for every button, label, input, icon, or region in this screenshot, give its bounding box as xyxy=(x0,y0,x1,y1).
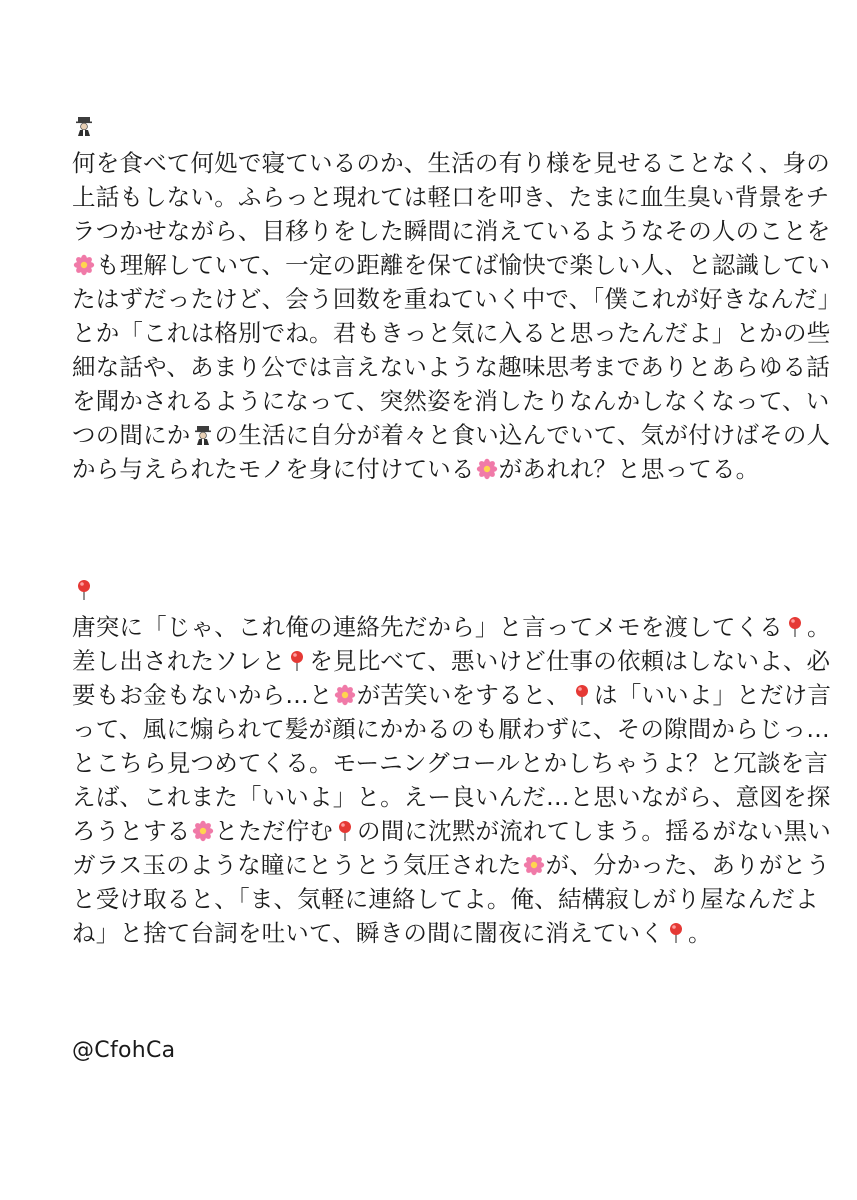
text-segment: ろうとする xyxy=(72,817,191,845)
pushpin-icon xyxy=(665,919,687,941)
text-segment: えば、これまた「いいよ」と。えー良いんだ…と思いながら、意図を探 xyxy=(72,783,831,811)
text-segment: 上話もしない。ふらっと現れては軽口を叩き、たまに血生臭い背景をチ xyxy=(72,183,830,211)
text-segment: から与えられたモノを身に付けている xyxy=(72,455,475,483)
guest-icon xyxy=(73,115,95,137)
text-line xyxy=(72,814,831,848)
text-line xyxy=(72,644,831,678)
flower-icon xyxy=(523,851,545,873)
text-segment: って、風に煽られて髪が顔にかかるのも厭わずに、その隙間からじっ… xyxy=(72,715,830,743)
pushpin-icon xyxy=(784,613,806,635)
spacer xyxy=(72,950,784,1034)
text-segment: を聞かされるようになって、突然姿を消したりなんかしなくなって、い xyxy=(72,387,830,415)
text-segment: つの間にか xyxy=(72,421,191,449)
text-line xyxy=(72,678,832,712)
spacer xyxy=(72,486,784,576)
section-guest xyxy=(72,112,842,486)
text-line xyxy=(72,780,831,814)
guest-icon xyxy=(192,421,214,443)
text-line xyxy=(72,180,830,214)
document-page xyxy=(72,112,842,1068)
section-pushpin xyxy=(72,576,832,950)
text-line xyxy=(72,882,819,916)
text-line xyxy=(72,316,831,350)
text-line xyxy=(72,350,830,384)
pushpin-icon xyxy=(286,647,308,669)
text-segment: の間に沈黙が流れてしまう。揺るがない黒い xyxy=(357,817,831,845)
text-segment: 要もお金もないから…と xyxy=(72,681,333,709)
flower-icon xyxy=(192,817,214,839)
text-segment: の生活に自分が着々と食い込んでいて、気が付けばその人 xyxy=(214,421,831,449)
text-segment: 差し出されたソレと xyxy=(72,647,286,675)
text-line xyxy=(72,384,830,418)
text-segment: ガラス玉のような瞳にとうとう気圧された xyxy=(72,851,522,879)
text-segment: とか「これは格別でね。君もきっと気に入ると思ったんだよ」とかの些 xyxy=(72,319,831,347)
text-segment: たはずだったけど、会う回数を重ねていく中で、「僕これが好きなんだ」 xyxy=(72,285,842,313)
text-segment: ね」と捨て台詞を吐いて、瞬きの間に闇夜に消えていく xyxy=(72,919,665,947)
text-segment: が苦笑いをすると、 xyxy=(356,681,571,709)
pushpin-icon xyxy=(334,817,356,839)
text-segment: 。 xyxy=(807,613,831,641)
text-segment: とこちら見つめてくる。モーニングコールとかしちゃうよ？と冗談を言 xyxy=(72,749,829,777)
pushpin-icon xyxy=(73,579,95,601)
text-segment: 。 xyxy=(688,919,712,947)
text-segment: と受け取ると、「ま、気軽に連絡してよ。俺、結構寂しがり屋なんだよ xyxy=(72,885,819,913)
text-line xyxy=(72,418,831,452)
text-line xyxy=(72,452,784,486)
section-marker xyxy=(72,576,784,610)
text-line xyxy=(72,916,784,950)
body-paragraph xyxy=(72,146,842,486)
text-line xyxy=(72,848,831,882)
text-segment: は「いいよ」とだけ言 xyxy=(594,681,832,709)
body-paragraph xyxy=(72,610,832,950)
text-segment: があれれ？と思ってる。 xyxy=(498,455,760,483)
flower-icon xyxy=(476,455,498,477)
text-segment: 何を食べて何処で寝ているのか、生活の有り様を見せることなく、身の xyxy=(72,149,830,177)
text-line xyxy=(72,746,829,780)
flower-icon xyxy=(73,251,95,273)
text-line xyxy=(72,610,831,644)
text-segment: ラつかせながら、目移りをした瞬間に消えているようなその人のことを xyxy=(72,217,831,245)
text-line xyxy=(72,214,831,248)
flower-icon xyxy=(334,681,356,703)
text-segment: とただ佇む xyxy=(214,817,333,845)
section-marker xyxy=(72,112,784,146)
text-segment: が、分かった、ありがとう xyxy=(545,851,831,879)
text-line xyxy=(72,146,830,180)
pushpin-icon xyxy=(571,681,593,703)
text-segment: 唐突に「じゃ、これ俺の連絡先だから」と言ってメモを渡してくる xyxy=(72,613,783,641)
text-line xyxy=(72,282,842,316)
text-line xyxy=(72,712,830,746)
text-line xyxy=(72,248,831,282)
text-segment: も理解していて、一定の距離を保てば愉快で楽しい人、と認識してい xyxy=(96,251,831,279)
text-segment: を見比べて、悪いけど仕事の依頼はしないよ、必 xyxy=(309,647,831,675)
author-handle: @CfohCa xyxy=(72,1038,176,1063)
text-segment: 細な話や、あまり公では言えないような趣味思考までありとあらゆる話 xyxy=(72,353,830,381)
